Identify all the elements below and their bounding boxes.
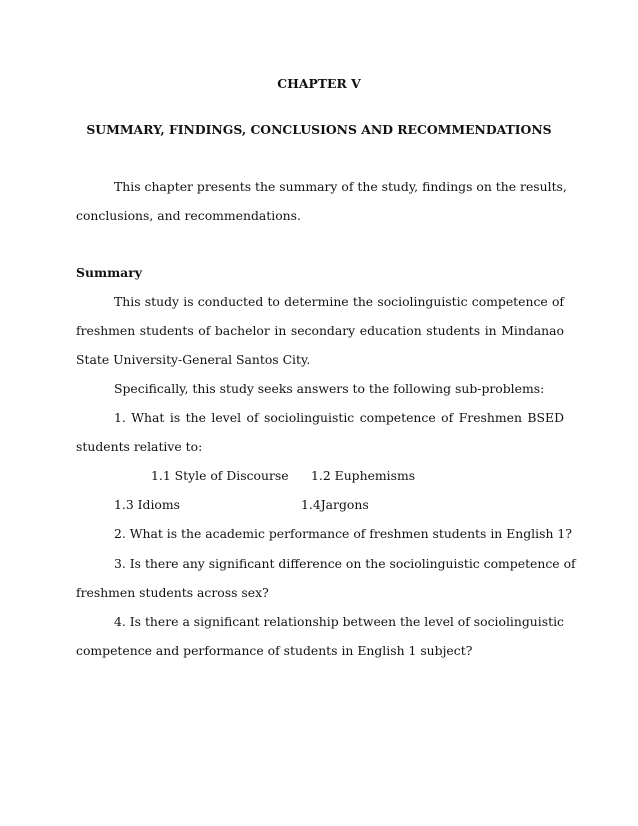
sub-item-1-3: 1.3 Idioms xyxy=(114,497,181,512)
chapter-subtitle: SUMMARY, FINDINGS, CONCLUSIONS AND RECOMMENDATIONS xyxy=(86,122,552,137)
q2-line: 2. What is the academic performance of freshmen students in English 1? xyxy=(114,526,572,541)
summary-line-2: freshmen students of bachelor in secondary education students in Mindanao xyxy=(76,323,564,338)
summary-line-1: This study is conducted to determine the sociolinguistic competence of xyxy=(114,294,564,309)
chapter-title: CHAPTER V xyxy=(277,76,361,91)
q1-line-1: 1. What is the level of sociolinguistic competence of Freshmen BSED xyxy=(114,410,564,425)
q3-line-1: 3. Is there any significant difference on the sociolinguistic competence of xyxy=(114,556,576,571)
intro-line-2: conclusions, and recommendations. xyxy=(76,208,301,223)
q1-line-2: students relative to: xyxy=(76,439,203,454)
specifically-line: Specifically, this study seeks answers to the following sub-problems: xyxy=(114,381,545,396)
summary-heading: Summary xyxy=(76,265,142,280)
sub-item-1-1: 1.1 Style of Discourse xyxy=(151,468,289,483)
summary-line-3: State University-General Santos City. xyxy=(76,352,311,367)
intro-line-1: This chapter presents the summary of the study, findings on the results, xyxy=(114,179,567,194)
sub-item-1-2: 1.2 Euphemisms xyxy=(311,468,416,483)
q4-line-2: competence and performance of students in English 1 subject? xyxy=(76,643,473,658)
q3-line-2: freshmen students across sex? xyxy=(76,585,269,600)
sub-item-1-4: 1.4Jargons xyxy=(301,497,369,512)
q4-line-1: 4. Is there a significant relationship between the level of sociolinguistic xyxy=(114,614,564,629)
